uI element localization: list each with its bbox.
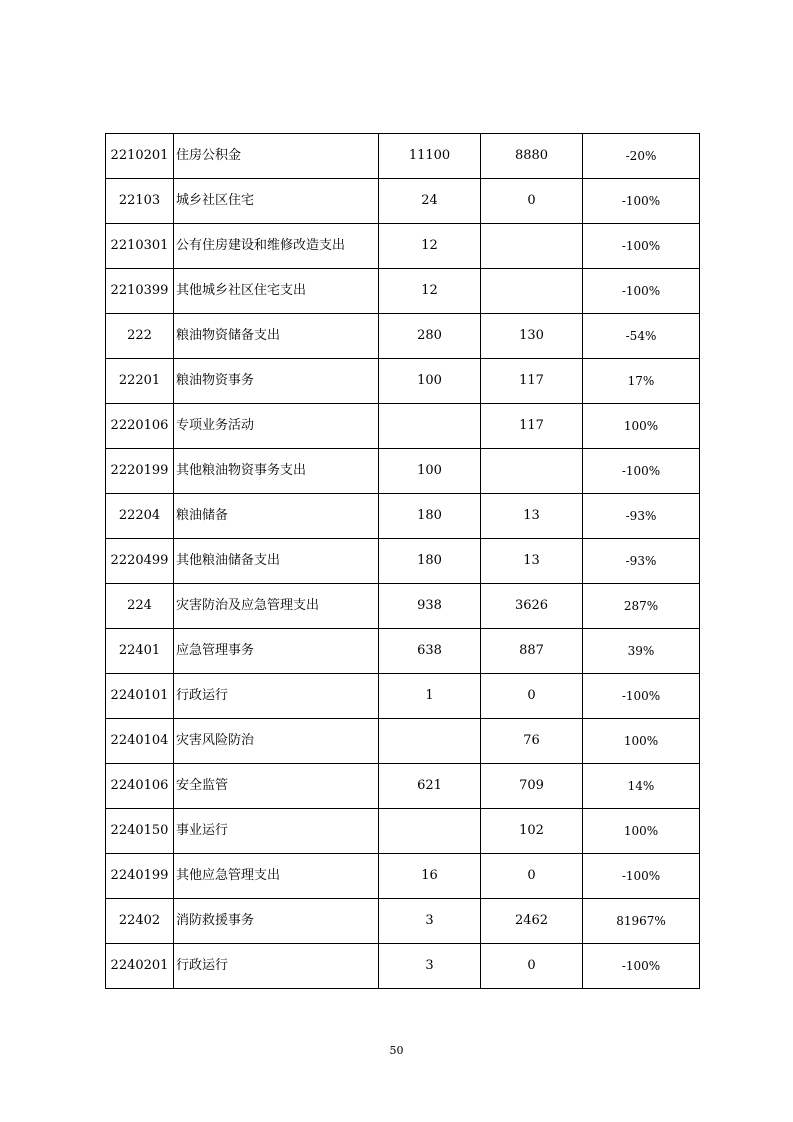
row-code: 2210201: [106, 134, 174, 179]
row-name: 粮油物资事务: [174, 359, 379, 404]
table-row: [106, 134, 700, 179]
row-code: 222: [106, 314, 174, 359]
row-change-percent: -100%: [583, 269, 700, 314]
table-row: [106, 809, 700, 854]
row-code: 2240199: [106, 854, 174, 899]
row-amount-prior: 24: [379, 179, 481, 224]
row-code: 2210399: [106, 269, 174, 314]
row-amount-current: [481, 224, 583, 269]
row-code: 2240150: [106, 809, 174, 854]
row-name: 灾害防治及应急管理支出: [174, 584, 379, 629]
row-amount-current: 130: [481, 314, 583, 359]
row-change-percent: -100%: [583, 674, 700, 719]
row-amount-prior: 180: [379, 539, 481, 584]
row-change-percent: -93%: [583, 494, 700, 539]
row-name: 应急管理事务: [174, 629, 379, 674]
row-change-percent: 100%: [583, 404, 700, 449]
row-code: 2220106: [106, 404, 174, 449]
table-row: [106, 224, 700, 269]
row-amount-prior: 3: [379, 944, 481, 989]
row-change-percent: -93%: [583, 539, 700, 584]
row-change-percent: 100%: [583, 809, 700, 854]
row-change-percent: 39%: [583, 629, 700, 674]
row-amount-current: 0: [481, 674, 583, 719]
row-amount-current: [481, 449, 583, 494]
row-change-percent: 17%: [583, 359, 700, 404]
row-amount-current: 709: [481, 764, 583, 809]
row-code: 2220499: [106, 539, 174, 584]
row-amount-prior: 3: [379, 899, 481, 944]
table-row: [106, 719, 700, 764]
row-name: 公有住房建设和维修改造支出: [174, 224, 379, 269]
row-amount-prior: 621: [379, 764, 481, 809]
row-code: 2240104: [106, 719, 174, 764]
row-amount-prior: [379, 719, 481, 764]
row-amount-prior: 16: [379, 854, 481, 899]
row-name: 消防救援事务: [174, 899, 379, 944]
row-name: 专项业务活动: [174, 404, 379, 449]
row-amount-current: 8880: [481, 134, 583, 179]
row-amount-current: 0: [481, 944, 583, 989]
row-code: 2220199: [106, 449, 174, 494]
row-amount-current: 3626: [481, 584, 583, 629]
budget-table-body: [106, 134, 700, 989]
row-amount-prior: 280: [379, 314, 481, 359]
page-number: 50: [389, 1044, 404, 1057]
row-name: 粮油储备: [174, 494, 379, 539]
row-change-percent: -100%: [583, 854, 700, 899]
row-change-percent: -20%: [583, 134, 700, 179]
row-amount-prior: 1: [379, 674, 481, 719]
row-name: 行政运行: [174, 944, 379, 989]
table-row: [106, 899, 700, 944]
row-name: 灾害风险防治: [174, 719, 379, 764]
budget-table-container: [105, 133, 699, 989]
row-amount-current: 887: [481, 629, 583, 674]
row-name: 其他粮油储备支出: [174, 539, 379, 584]
row-amount-current: 13: [481, 539, 583, 584]
row-code: 2240101: [106, 674, 174, 719]
table-row: [106, 854, 700, 899]
row-amount-current: 0: [481, 854, 583, 899]
table-row: [106, 764, 700, 809]
row-change-percent: -100%: [583, 944, 700, 989]
row-change-percent: -54%: [583, 314, 700, 359]
row-change-percent: -100%: [583, 224, 700, 269]
budget-table: [105, 133, 700, 989]
row-amount-current: 13: [481, 494, 583, 539]
row-code: 224: [106, 584, 174, 629]
row-amount-prior: 12: [379, 269, 481, 314]
table-row: [106, 314, 700, 359]
row-code: 22401: [106, 629, 174, 674]
row-change-percent: -100%: [583, 179, 700, 224]
row-amount-prior: [379, 809, 481, 854]
row-code: 22204: [106, 494, 174, 539]
row-name: 行政运行: [174, 674, 379, 719]
row-change-percent: 14%: [583, 764, 700, 809]
table-row: [106, 404, 700, 449]
row-code: 2210301: [106, 224, 174, 269]
row-code: 22103: [106, 179, 174, 224]
row-amount-prior: 100: [379, 449, 481, 494]
row-amount-prior: 938: [379, 584, 481, 629]
row-name: 安全监管: [174, 764, 379, 809]
table-row: [106, 629, 700, 674]
row-amount-current: 0: [481, 179, 583, 224]
row-change-percent: -100%: [583, 449, 700, 494]
row-code: 22402: [106, 899, 174, 944]
table-row: [106, 269, 700, 314]
table-row: [106, 359, 700, 404]
row-change-percent: 81967%: [583, 899, 700, 944]
table-row: [106, 539, 700, 584]
row-amount-prior: 11100: [379, 134, 481, 179]
row-name: 事业运行: [174, 809, 379, 854]
table-row: [106, 179, 700, 224]
row-name: 住房公积金: [174, 134, 379, 179]
row-change-percent: 100%: [583, 719, 700, 764]
row-amount-current: 117: [481, 359, 583, 404]
row-amount-current: 76: [481, 719, 583, 764]
row-amount-current: 102: [481, 809, 583, 854]
table-row: [106, 944, 700, 989]
row-amount-prior: 638: [379, 629, 481, 674]
row-name: 粮油物资储备支出: [174, 314, 379, 359]
row-name: 城乡社区住宅: [174, 179, 379, 224]
row-amount-current: 117: [481, 404, 583, 449]
row-code: 2240106: [106, 764, 174, 809]
row-code: 22201: [106, 359, 174, 404]
row-amount-prior: 180: [379, 494, 481, 539]
table-row: [106, 449, 700, 494]
row-name: 其他城乡社区住宅支出: [174, 269, 379, 314]
row-code: 2240201: [106, 944, 174, 989]
row-amount-prior: [379, 404, 481, 449]
table-row: [106, 494, 700, 539]
table-row: [106, 674, 700, 719]
row-name: 其他粮油物资事务支出: [174, 449, 379, 494]
row-amount-current: 2462: [481, 899, 583, 944]
table-row: [106, 584, 700, 629]
row-amount-current: [481, 269, 583, 314]
row-change-percent: 287%: [583, 584, 700, 629]
row-amount-prior: 12: [379, 224, 481, 269]
row-name: 其他应急管理支出: [174, 854, 379, 899]
row-amount-prior: 100: [379, 359, 481, 404]
